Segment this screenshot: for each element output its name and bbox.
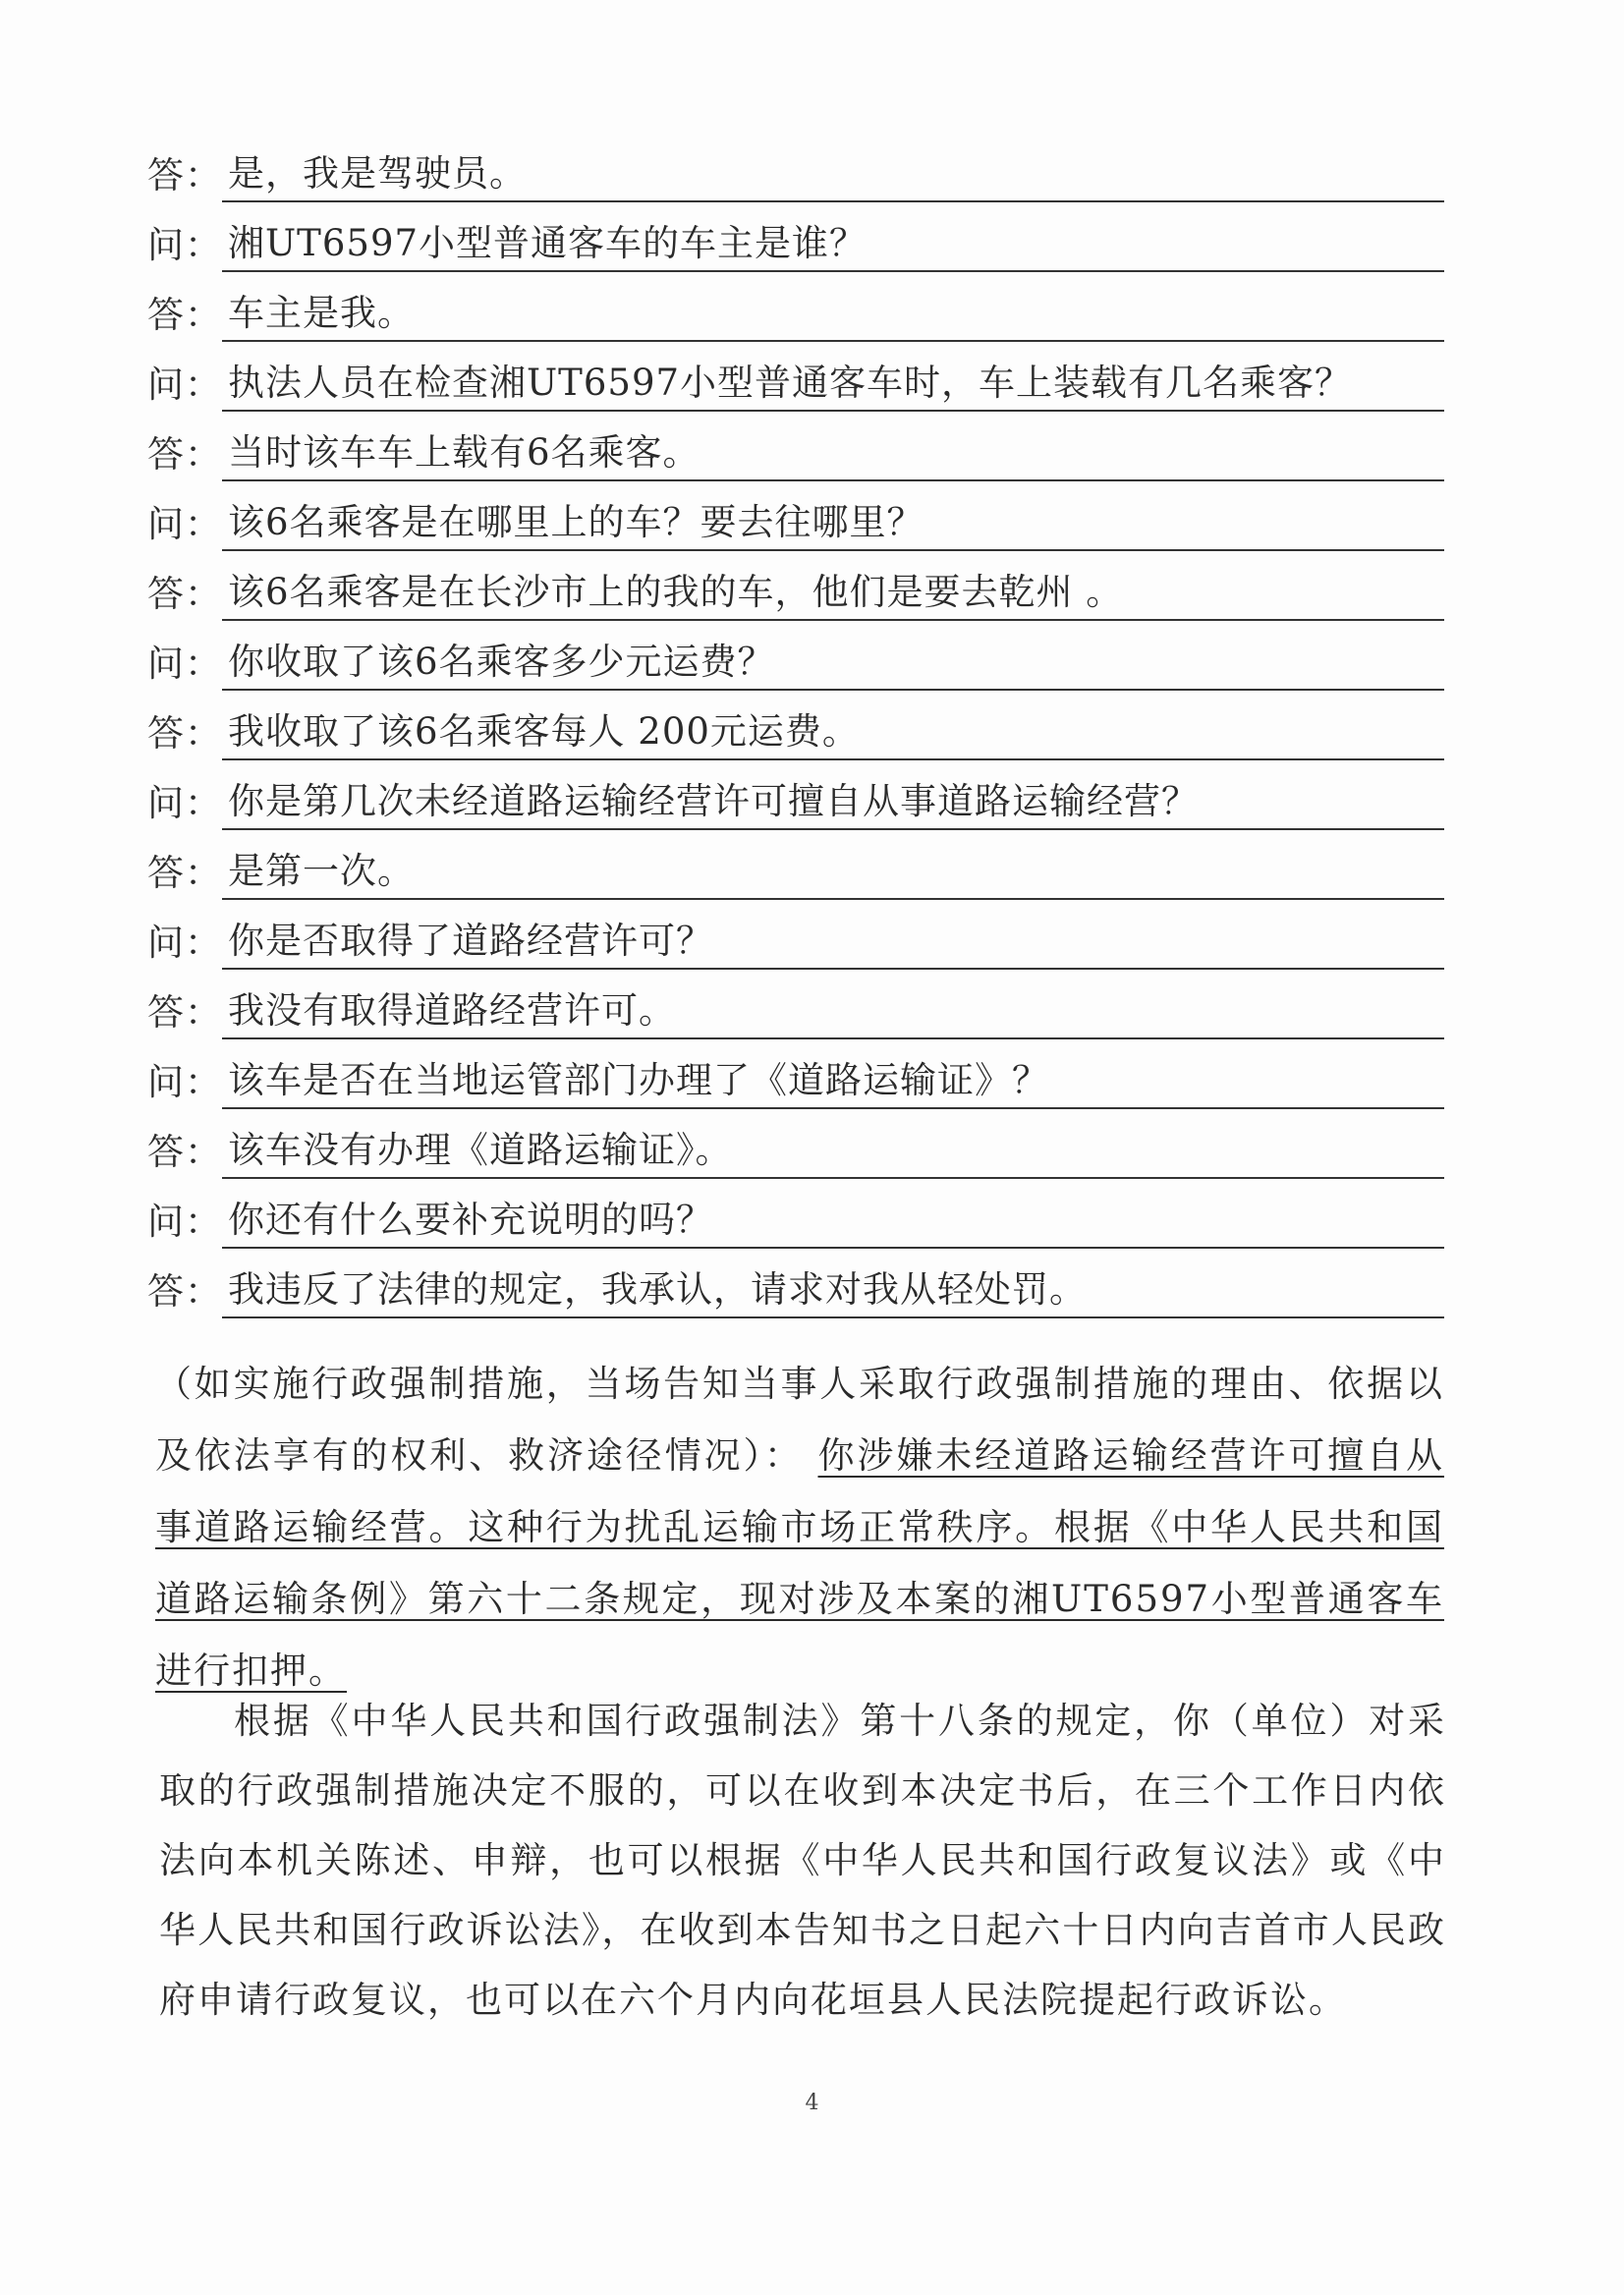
qa-text: 你收取了该6名乘客多少元运费？ (222, 632, 1444, 691)
rights-notice-paragraph: 根据《中华人民共和国行政强制法》第十八条的规定，你（单位）对采取的行政强制措施决定不服的，可以在收到本决定书后，在三个工作日内依法向本机关陈述、申辩，也可以根据《中华人民共和国行政复议法》或《中华人民共和国行政诉讼法》，在收到本告知书之日起六十日内向吉首市人民政府申请行政复议，也可以在六个月内向花垣县人民法院提起行政诉讼。 (159, 1700, 1446, 2021)
qa-prefix: 答： (147, 852, 222, 894)
qa-line-10 (147, 775, 1444, 830)
qa-prefix: 答： (147, 712, 222, 755)
qa-text: 你还有什么要补充说明的吗？ (222, 1190, 1444, 1249)
qa-prefix: 答： (147, 154, 222, 196)
qa-text: 我违反了法律的规定，我承认，请求对我从轻处罚。 (222, 1259, 1444, 1318)
qa-text: 我收取了该6名乘客每人 200元运费。 (222, 701, 1444, 760)
qa-text: 你是否取得了道路经营许可？ (222, 911, 1444, 970)
qa-line-7 (147, 566, 1444, 621)
qa-line-4 (147, 357, 1444, 412)
enforcement-note-label: （如实施行政强制措施，当场告知当事人采取行政强制措施的理由、依据以及依法享有的权利、救济途径情况）： (155, 1363, 1444, 1477)
qa-text: 你是第几次未经道路运输经营许可擅自从事道路运输经营？ (222, 771, 1444, 830)
qa-prefix: 问： (147, 224, 222, 266)
qa-text: 该6名乘客是在长沙市上的我的车，他们是要去乾州 。 (222, 562, 1444, 621)
qa-text: 当时该车车上载有6名乘客。 (222, 422, 1444, 481)
qa-prefix: 答： (147, 573, 222, 615)
qa-text: 执法人员在检查湘UT6597小型普通客车时，车上装载有几名乘客？ (222, 353, 1444, 412)
qa-line-14 (147, 1054, 1444, 1109)
qa-text: 车主是我。 (222, 283, 1444, 342)
qa-prefix: 答： (147, 1131, 222, 1173)
qa-text: 该车没有办理《道路运输证》。 (222, 1120, 1444, 1179)
qa-prefix: 问： (147, 1061, 222, 1103)
qa-text: 湘UT6597小型普通客车的车主是谁？ (222, 213, 1444, 272)
qa-prefix: 问： (147, 1201, 222, 1243)
qa-prefix: 问： (147, 782, 222, 824)
qa-line-15 (147, 1124, 1444, 1179)
qa-text: 该6名乘客是在哪里上的车？要去往哪里？ (222, 492, 1444, 551)
qa-prefix: 答： (147, 991, 222, 1034)
qa-prefix: 答： (147, 433, 222, 476)
qa-text: 是，我是驾驶员。 (222, 143, 1444, 202)
qa-line-9 (147, 705, 1444, 760)
qa-line-1 (147, 147, 1444, 202)
qa-line-5 (147, 426, 1444, 481)
enforcement-note (155, 1348, 1444, 1707)
qa-text: 该车是否在当地运管部门办理了《道路运输证》？ (222, 1050, 1444, 1109)
qa-prefix: 问： (147, 364, 222, 406)
qa-prefix: 问： (147, 922, 222, 964)
qa-line-11 (147, 845, 1444, 900)
qa-line-17 (147, 1263, 1444, 1318)
qa-text: 我没有取得道路经营许可。 (222, 980, 1444, 1039)
qa-prefix: 问： (147, 643, 222, 685)
qa-prefix: 答： (147, 1270, 222, 1313)
qa-text: 是第一次。 (222, 841, 1444, 900)
qa-prefix: 答： (147, 294, 222, 336)
enforcement-note-content: 你涉嫌未经道路运输经营许可擅自从事道路运输经营。这种行为扰乱运输市场正常秩序。根据《中华人民共和国道路运输条例》第六十二条规定，现对涉及本案的湘UT6597小型普通客车进行扣押。 (155, 1434, 1445, 1692)
qa-line-2 (147, 217, 1444, 272)
qa-line-6 (147, 496, 1444, 551)
qa-prefix: 问： (147, 503, 222, 545)
qa-line-16 (147, 1194, 1444, 1249)
qa-line-8 (147, 636, 1444, 691)
qa-line-12 (147, 915, 1444, 970)
qa-line-13 (147, 984, 1444, 1039)
qa-line-3 (147, 287, 1444, 342)
page-number: 4 (805, 2091, 819, 2115)
